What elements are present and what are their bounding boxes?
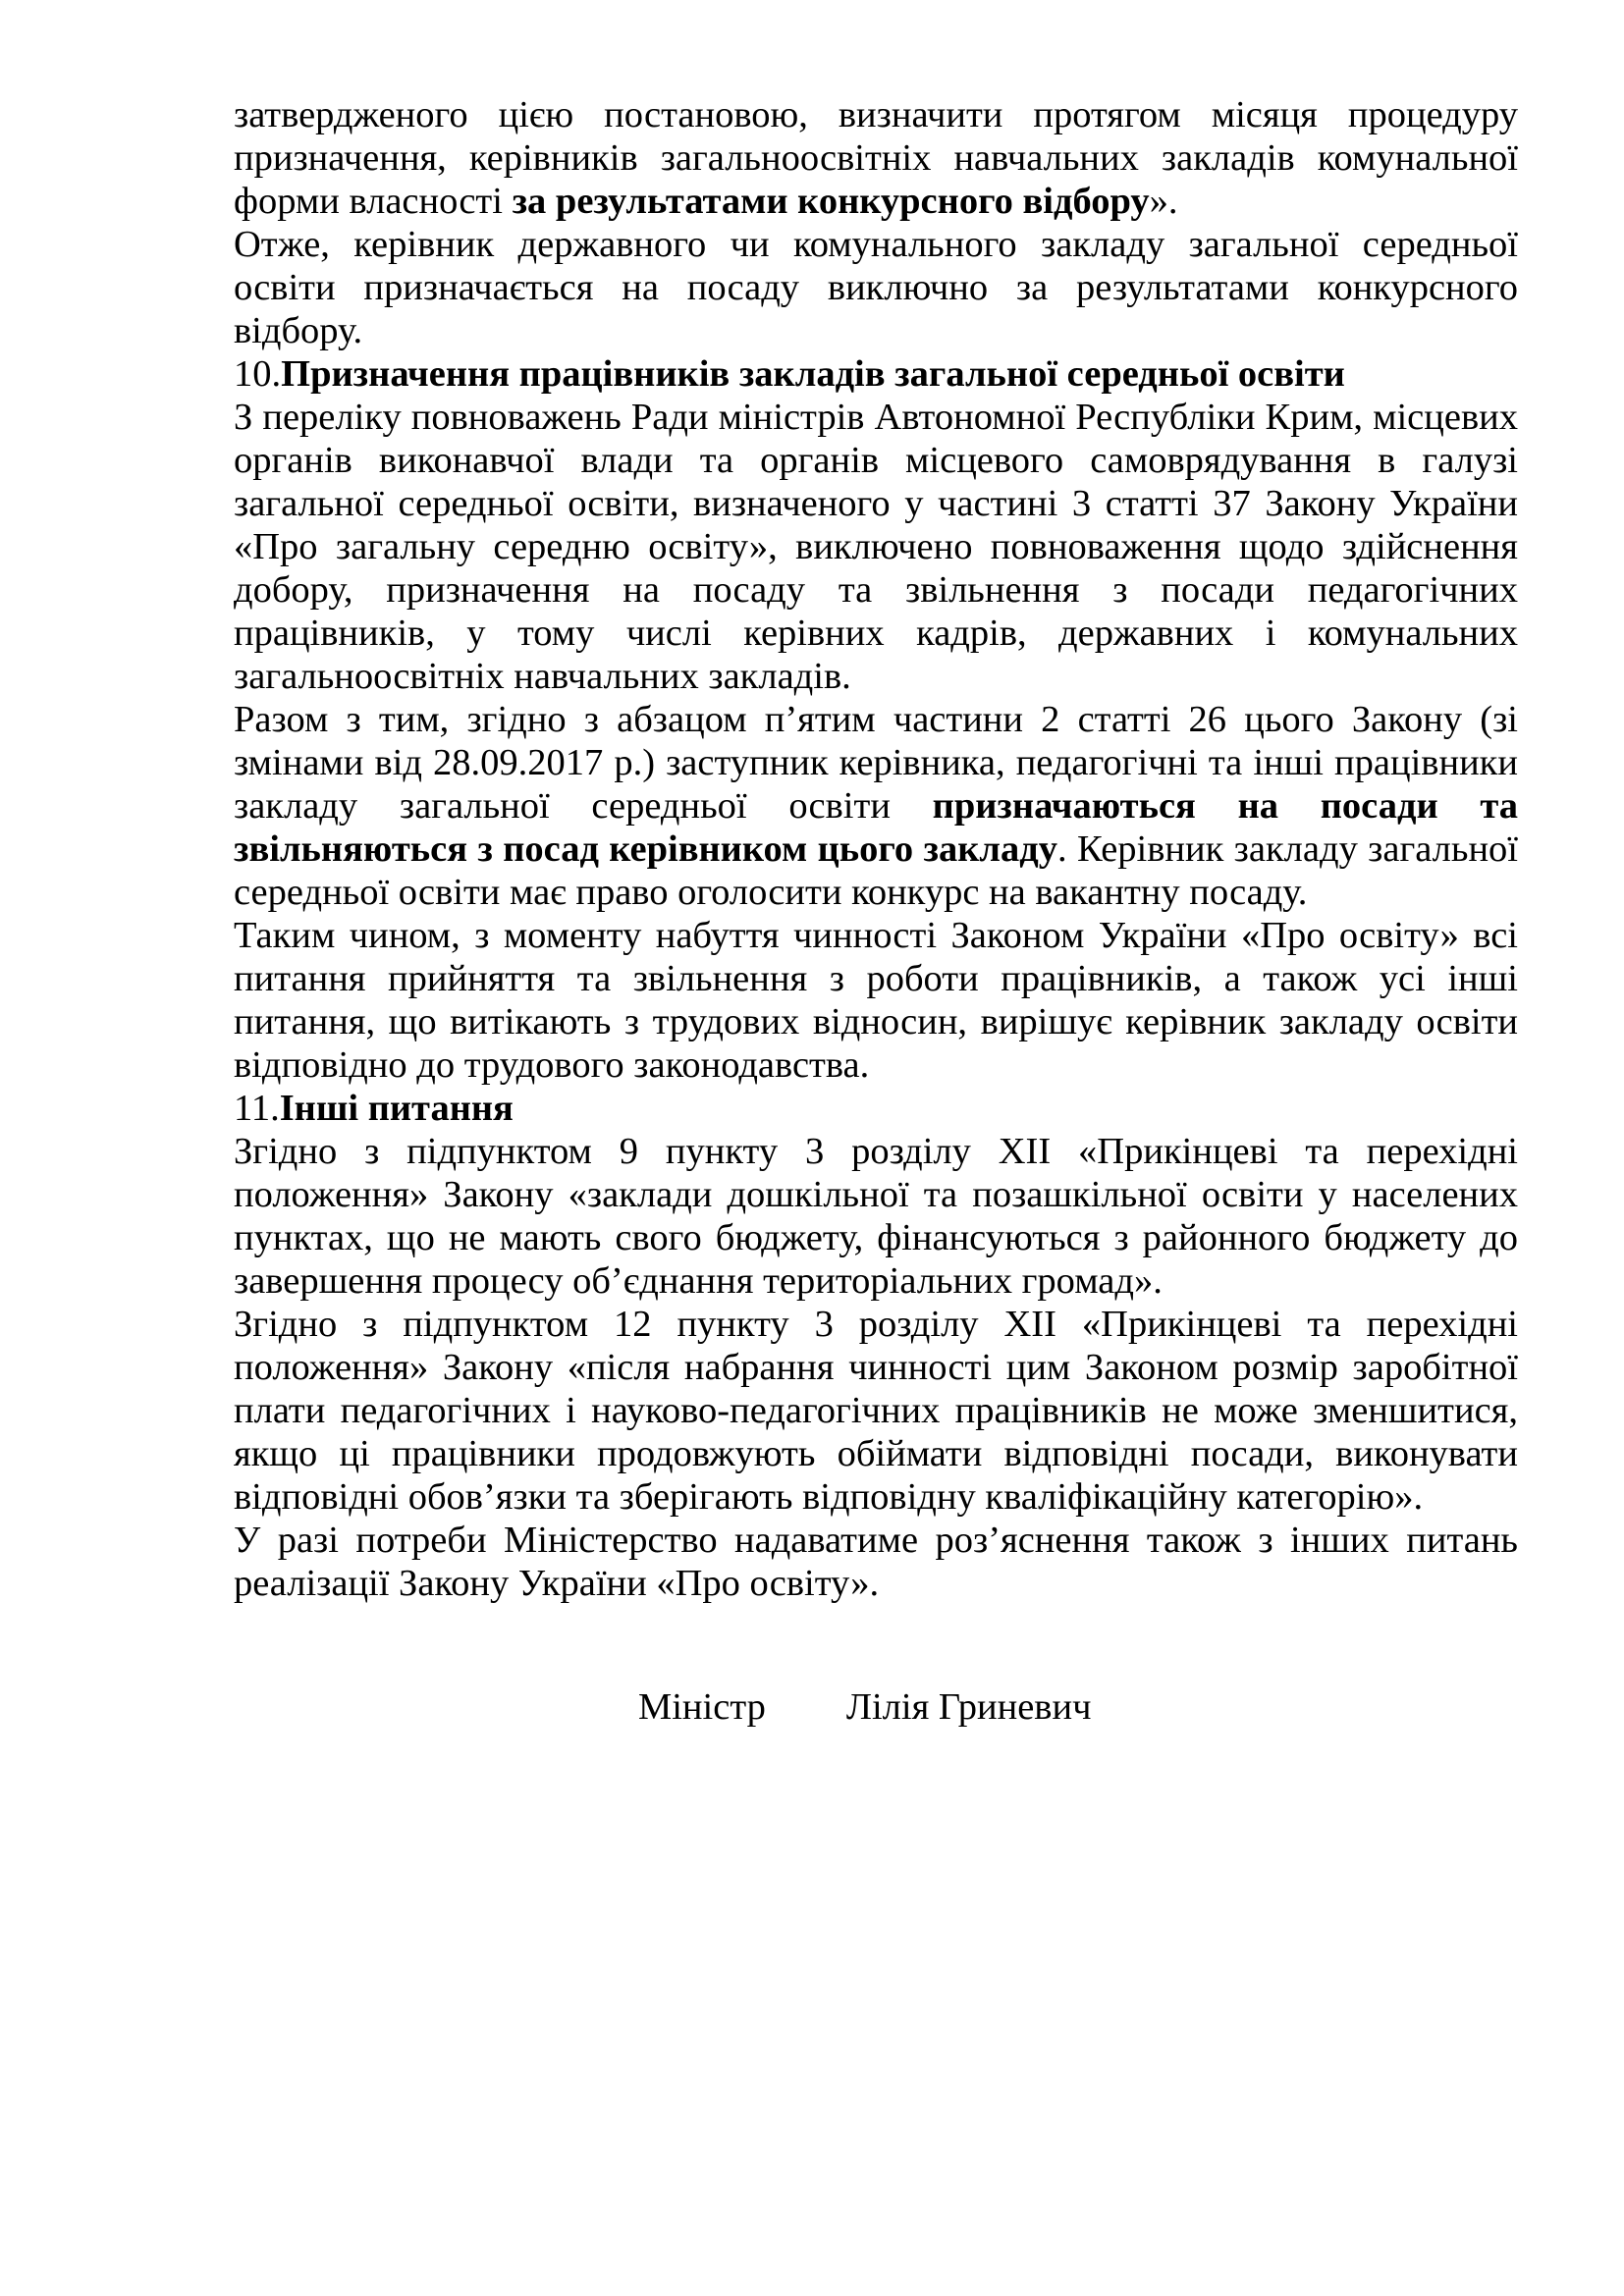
body-paragraph <box>234 223 1518 352</box>
body-paragraph <box>234 698 1518 914</box>
paragraph-text: затвердженого цією постановою, визначити протягом місяця процедуру призначення, керівників загальноосвітніх навчальних закладів комунальної форми власності <box>234 94 1518 222</box>
paragraph-text: Разом з тим, згідно з абзацом п’ятим частини 2 статті 26 цього Закону (зі змінами від 28.09.2017 р.) заступник керівника, педагогічні та інші працівники закладу загальної середньої освіти <box>234 699 1518 827</box>
document-body <box>234 93 1518 1605</box>
paragraph-text: Згідно з підпунктом 12 пункту 3 розділу XII «Прикінцеві та перехідні положення» Закону «після набрання чинності цим Законом розмір заробітної плати педагогічних і науково-педагогічних працівників не може зменшитися, якщо ці працівники продовжують обіймати відповідні посади, виконувати відповідні обов’язки та зберігають відповідну кваліфікаційну категорію». <box>234 1304 1518 1518</box>
paragraph-text: Згідно з підпунктом 9 пункту 3 розділу XII «Прикінцеві та перехідні положення» Закону «заклади дошкільної та позашкільної освіти у населених пунктах, що не мають свого бюджету, фінансуються з районного бюджету до завершення процесу об’єднання територіальних громад». <box>234 1131 1518 1302</box>
body-paragraph <box>234 1519 1518 1605</box>
paragraph-text: З переліку повноважень Ради міністрів Автономної Республіки Крим, місцевих органів виконавчої влади та органів місцевого самоврядування в галузі загальної середньої освіти, визначеного у частині 3 статті 37 Закону України «Про загальну середню освіту», виключено повноваження щодо здійснення добору, призначення на посаду та звільнення з посади педагогічних працівників, у тому числі керівних кадрів, державних і комунальних загальноосвітніх навчальних закладів. <box>234 397 1518 697</box>
body-paragraph <box>234 93 1518 223</box>
body-paragraph <box>234 1130 1518 1303</box>
paragraph-text: . Керівник закладу загальної середньої освіти має право оголосити конкурс на вакантну посаду. <box>234 828 1519 913</box>
signature-block <box>638 1685 1091 1729</box>
section-title: Призначення працівників закладів загальної середньої освіти <box>281 353 1345 395</box>
section-number: 10. <box>234 353 282 395</box>
emphasis-text: за результатами конкурсного відбору <box>512 181 1150 222</box>
paragraph-text: Отже, керівник державного чи комунального закладу загальної середньої освіти призначається на посаду виключно за результатами конкурсного відбору. <box>234 224 1518 351</box>
signature-name: Лілія Гриневич <box>845 1686 1092 1728</box>
signature-role: Міністр <box>638 1686 766 1728</box>
body-paragraph <box>234 396 1518 698</box>
section-heading <box>234 352 1518 396</box>
paragraph-text: У разі потреби Міністерство надаватиме роз’яснення також з інших питань реалізації Закону України «Про освіту». <box>234 1520 1518 1604</box>
section-title: Інші питання <box>279 1088 514 1129</box>
section-number: 11. <box>234 1088 280 1129</box>
paragraph-text: Таким чином, з моменту набуття чинності Законом України «Про освіту» всі питання прийняття та звільнення з роботи працівників, а також усі інші питання, що витікають з трудових відносин, вирішує керівник закладу освіти відповідно до трудового законодавства. <box>234 915 1518 1086</box>
body-paragraph <box>234 1303 1518 1519</box>
emphasis-text: призначаються на посади та звільняються з посад керівником цього закладу <box>234 785 1518 870</box>
section-heading <box>234 1087 1518 1130</box>
paragraph-text: ». <box>1149 181 1178 222</box>
body-paragraph <box>234 914 1518 1087</box>
